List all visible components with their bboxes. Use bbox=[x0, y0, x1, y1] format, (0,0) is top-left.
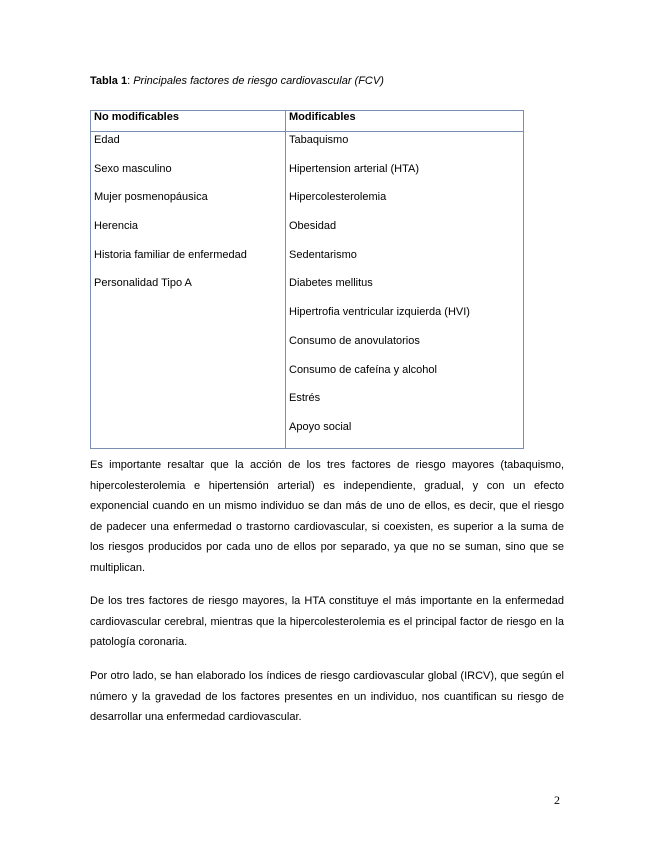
cell-no-modificable bbox=[91, 390, 286, 419]
table-row bbox=[91, 419, 524, 448]
table-row bbox=[91, 189, 524, 218]
table-row bbox=[91, 304, 524, 333]
cell-no-modificable: Historia familiar de enfermedad bbox=[91, 247, 286, 276]
table-row bbox=[91, 247, 524, 276]
cell-modificable: Tabaquismo bbox=[286, 132, 524, 161]
table-caption-label: Tabla 1 bbox=[90, 75, 128, 87]
table-header-row bbox=[91, 111, 524, 132]
cell-no-modificable: Personalidad Tipo A bbox=[91, 275, 286, 304]
cell-no-modificable: Edad bbox=[91, 132, 286, 161]
cell-no-modificable bbox=[91, 304, 286, 333]
paragraph-hta: De los tres factores de riesgo mayores, la HTA constituye el más importante en la enfermedad cardiovascular cerebral, mientras que la hipercolesterolemia es el principal factor de riesgo en la patología coronaria. bbox=[90, 595, 564, 648]
cell-no-modificable: Herencia bbox=[91, 218, 286, 247]
cell-modificable: Hipertrofia ventricular izquierda (HVI) bbox=[286, 304, 524, 333]
cell-modificable: Diabetes mellitus bbox=[286, 275, 524, 304]
header-no-modificables: No modificables bbox=[91, 111, 286, 132]
cell-modificable: Consumo de anovulatorios bbox=[286, 333, 524, 362]
table-row bbox=[91, 390, 524, 419]
cell-modificable: Hipertension arterial (HTA) bbox=[286, 161, 524, 190]
cell-no-modificable bbox=[91, 419, 286, 448]
cell-no-modificable bbox=[91, 362, 286, 391]
cell-no-modificable bbox=[91, 333, 286, 362]
page-number: 2 bbox=[554, 793, 560, 807]
paragraph-ircv: Por otro lado, se han elaborado los índices de riesgo cardiovascular global (IRCV), que según el número y la gravedad de los factores presentes en un individuo, nos cuantifican su riesgo de desarrollar una enfermedad cardiovascular. bbox=[90, 670, 564, 723]
table-row bbox=[91, 362, 524, 391]
cell-modificable: Apoyo social bbox=[286, 419, 524, 448]
cell-no-modificable: Mujer posmenopáusica bbox=[91, 189, 286, 218]
header-modificables: Modificables bbox=[286, 111, 524, 132]
table-caption-title: Principales factores de riesgo cardiovascular (FCV) bbox=[133, 75, 384, 87]
paragraph-factores-mayores: Es importante resaltar que la acción de los tres factores de riesgo mayores (tabaquismo, hipercolesterolemia e hipertensión arterial) es independiente, gradual, y con un efecto exponencial cuando en un mismo individuo se dan más de uno de ellos, es decir, que el riesgo de padecer una enfermedad o trastorno cardiovascular, si coexisten, es superior a la suma de los riesgos producidos por cada uno de ellos por separado, ya que no se suman, sino que se multiplican. bbox=[90, 459, 564, 574]
table-caption-separator: : bbox=[127, 75, 134, 87]
table-row bbox=[91, 275, 524, 304]
cell-modificable: Hipercolesterolemia bbox=[286, 189, 524, 218]
risk-factors-table bbox=[90, 110, 524, 449]
table-row bbox=[91, 218, 524, 247]
cell-modificable: Estrés bbox=[286, 390, 524, 419]
cell-modificable: Sedentarismo bbox=[286, 247, 524, 276]
cell-no-modificable: Sexo masculino bbox=[91, 161, 286, 190]
table-caption bbox=[90, 75, 384, 87]
cell-modificable: Consumo de cafeína y alcohol bbox=[286, 362, 524, 391]
table-row bbox=[91, 161, 524, 190]
table-row bbox=[91, 132, 524, 161]
table-row bbox=[91, 333, 524, 362]
cell-modificable: Obesidad bbox=[286, 218, 524, 247]
